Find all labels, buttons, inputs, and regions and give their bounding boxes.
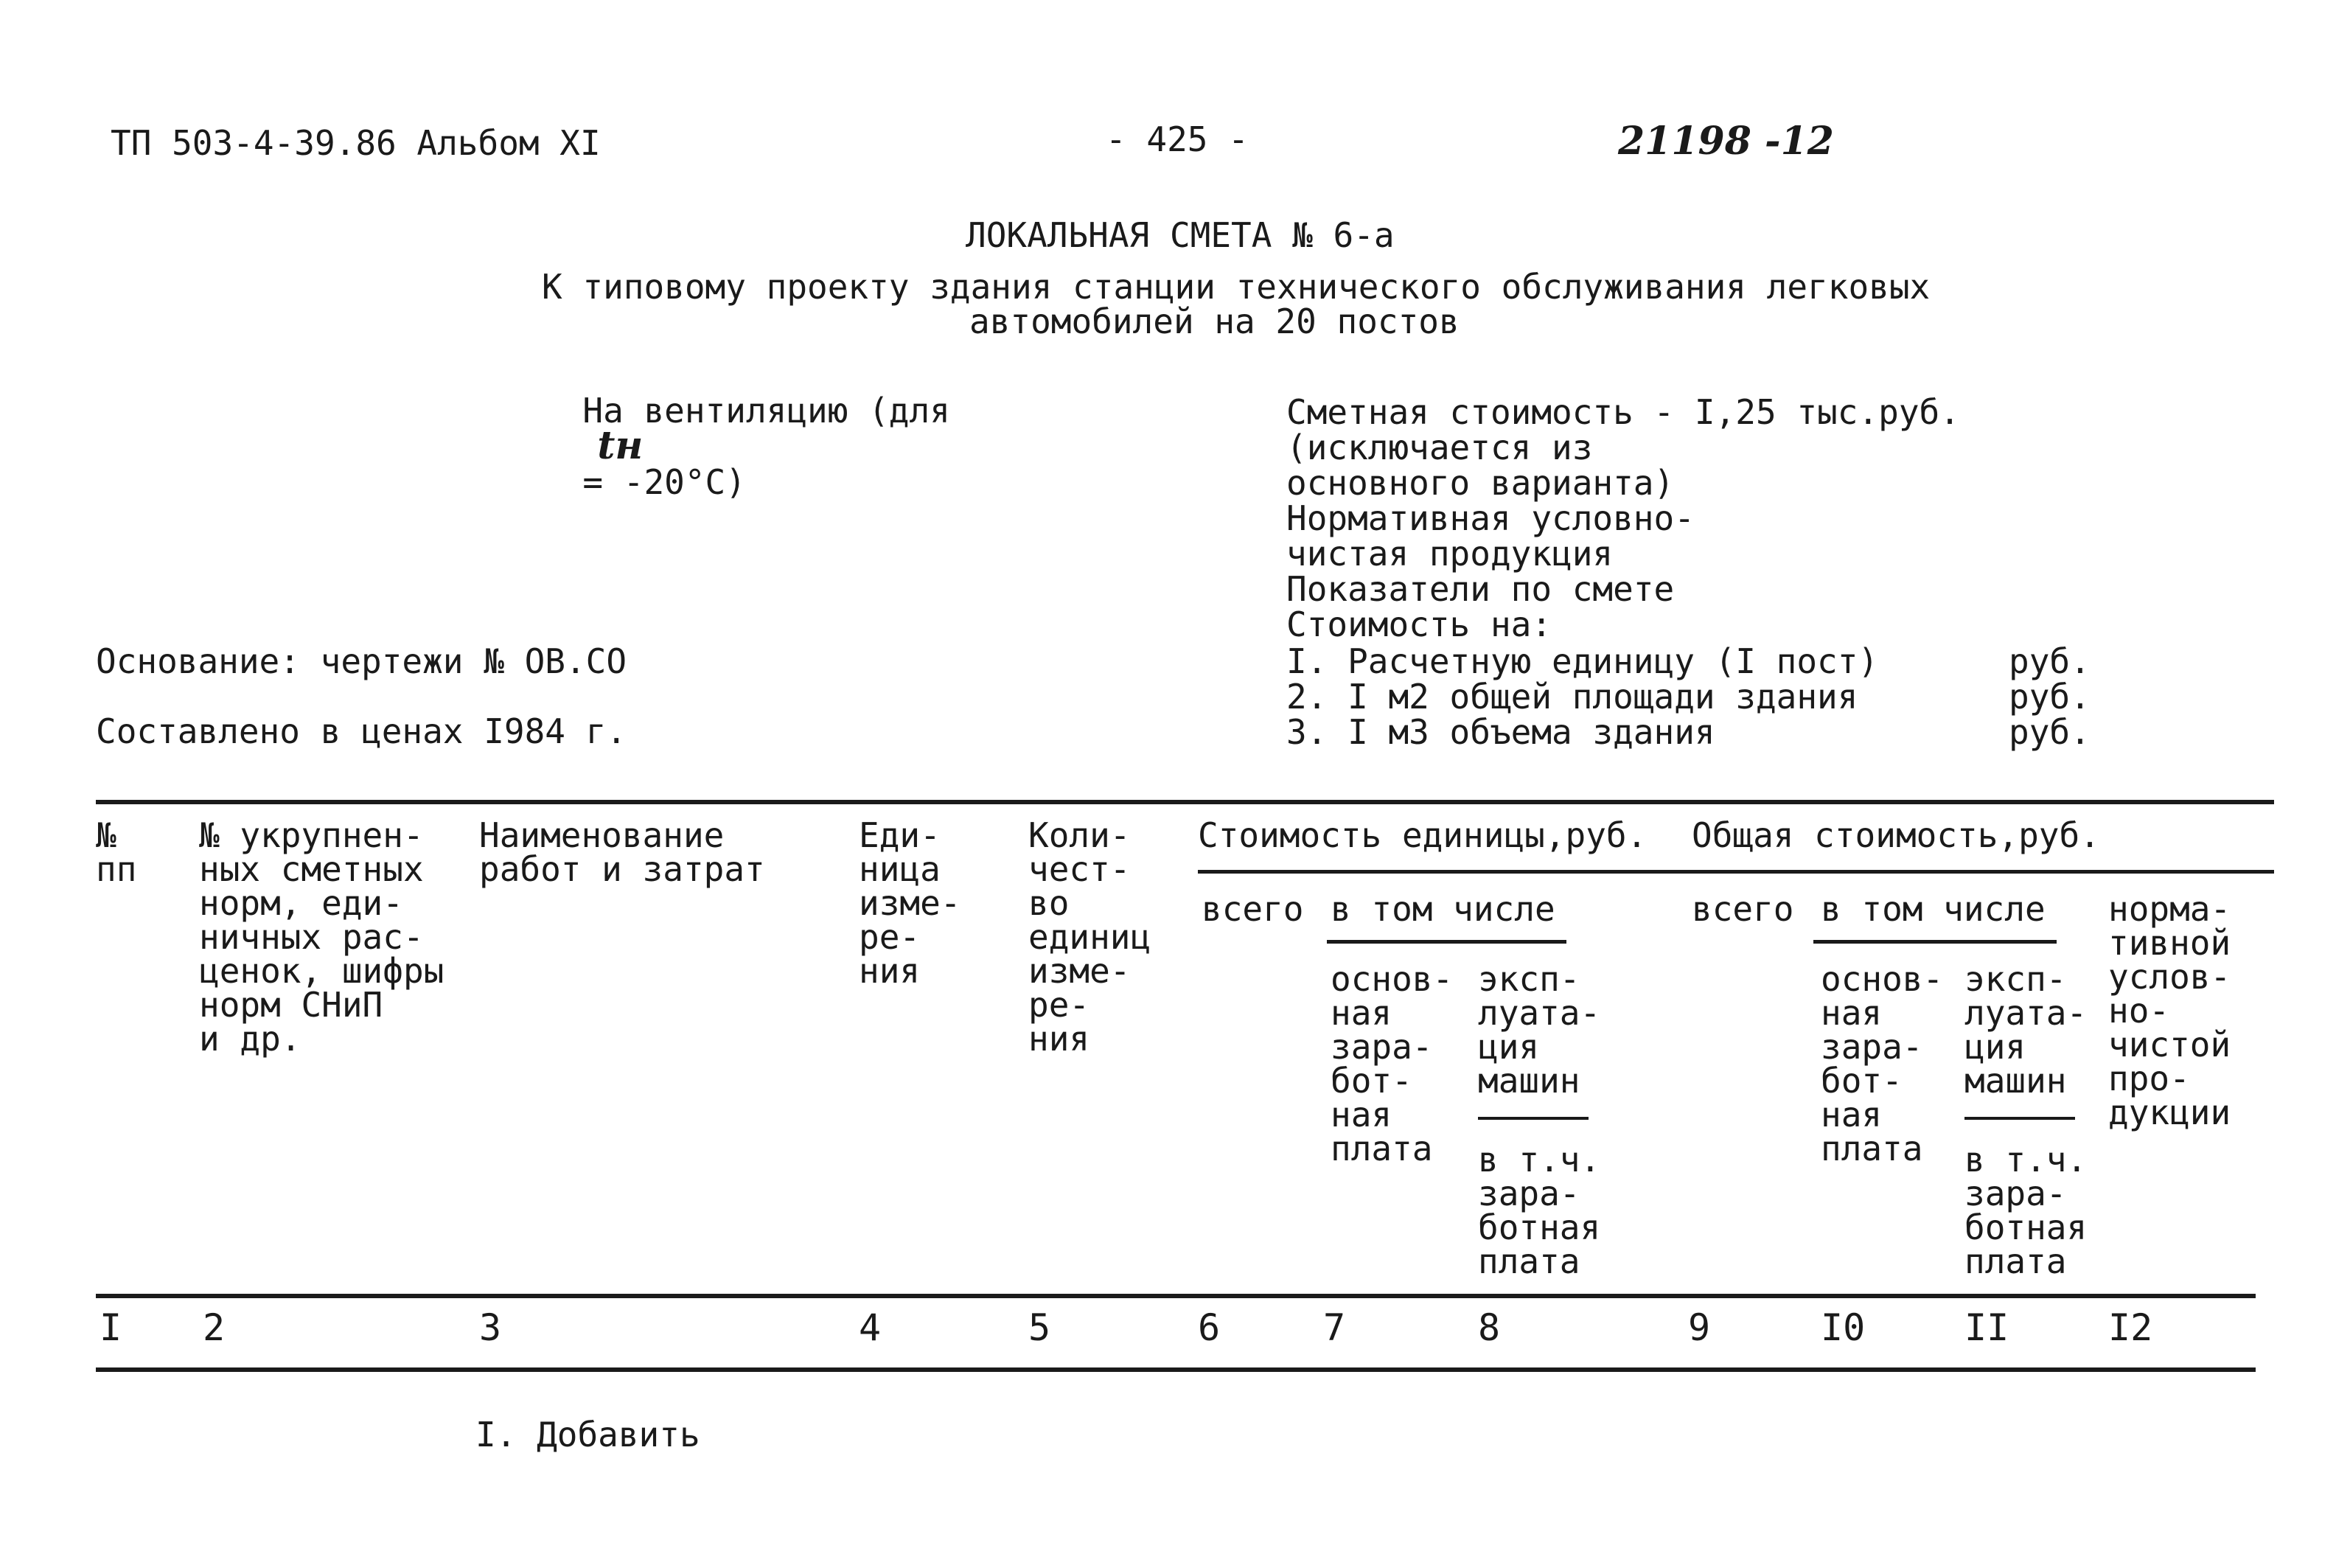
temp-value: = -20°С) — [582, 462, 746, 502]
col-header-unit: Еди- ница изме- ре- ния — [859, 815, 961, 991]
table-top-rule — [96, 800, 2274, 804]
indicator-label: 2. I м2 общей площади здания — [1286, 677, 1858, 717]
col-number: I — [100, 1306, 122, 1349]
prices-line: Составлено в ценах I984 г. — [96, 711, 627, 751]
col-header-quantity: Коли- чест- во единиц изме- ре- ния — [1028, 815, 1151, 1059]
temp-symbol: tн — [597, 423, 644, 468]
unit-total-all: всего — [1202, 889, 1304, 929]
col-number: I2 — [2108, 1306, 2153, 1349]
col-number: II — [1964, 1306, 2009, 1349]
group-header-unit-cost: Стоимость единицы,руб. — [1198, 815, 1648, 855]
total-machines-salary: в т.ч. зара- ботная плата — [1964, 1140, 2088, 1281]
total-base-salary: основ- ная зара- бот- ная плата — [1821, 959, 1944, 1168]
purpose-line — [542, 358, 950, 500]
col-number: 9 — [1688, 1306, 1711, 1349]
indicator-label: I. Расчетную единицу (I пост) — [1286, 641, 1879, 681]
col-header-number: № пп — [96, 815, 137, 889]
doc-reference: ТП 503-4-39.86 Альбом XI — [111, 123, 601, 163]
col-number: 3 — [479, 1306, 502, 1349]
group-header-total-cost: Общая стоимость,руб. — [1692, 815, 2100, 855]
unit-machines-rule — [1478, 1117, 1589, 1120]
section-title: I. Добавить — [475, 1415, 700, 1454]
summary-line: чистая продукция — [1286, 534, 1614, 574]
summary-line: Нормативная условно- — [1286, 498, 1695, 538]
col-number: 7 — [1323, 1306, 1346, 1349]
summary-line: (исключается из — [1286, 428, 1593, 467]
col-header-normative: норма- тивной услов- но- чистой про- дукции — [2108, 889, 2231, 1132]
total-machines-rule — [1964, 1117, 2075, 1120]
indicator-unit: руб. — [2009, 641, 2091, 681]
col-header-norm-code: № укрупнен- ных сметных норм, еди- ничных рас- ценок, шифры норм СНиП и др. — [199, 815, 444, 1059]
col-number: 5 — [1028, 1306, 1051, 1349]
indicator-unit: руб. — [2009, 712, 2091, 752]
purpose-text: На вентиляцию (для — [582, 391, 950, 431]
unit-machines-salary: в т.ч. зара- ботная плата — [1478, 1140, 1601, 1281]
col-number: I0 — [1821, 1306, 1866, 1349]
col-number: 6 — [1198, 1306, 1221, 1349]
group-rule — [1198, 870, 2274, 874]
subtitle-line1: К типовому проекту здания станции технического обслуживания легковых — [542, 267, 1931, 307]
unit-incl: в том числе — [1331, 889, 1555, 929]
total-incl: в том числе — [1821, 889, 2046, 929]
summary-line: Стоимость на: — [1286, 604, 1552, 644]
unit-machines: эксп- луата- ция машин — [1478, 959, 1601, 1101]
col-number: 2 — [203, 1306, 226, 1349]
col-header-work-name: Наименование работ и затрат — [479, 815, 765, 889]
basis-line: Основание: чертежи № ОВ.СО — [96, 641, 627, 681]
archive-stamp: 21198 -12 — [1618, 119, 1834, 164]
estimate-title: ЛОКАЛЬНАЯ СМЕТА № 6-а — [966, 215, 1395, 255]
subtitle-line2: автомобилей на 20 постов — [969, 302, 1460, 341]
header-bottom-rule — [96, 1294, 2256, 1298]
summary-line: Сметная стоимость - I,25 тыс.руб. — [1286, 392, 1960, 432]
unit-base-salary: основ- ная зара- бот- ная плата — [1331, 959, 1454, 1168]
col-number: 4 — [859, 1306, 882, 1349]
unit-incl-rule — [1327, 940, 1566, 944]
summary-line: основного варианта) — [1286, 463, 1675, 503]
indicator-unit: руб. — [2009, 677, 2091, 717]
page-number: - 425 - — [1106, 119, 1249, 159]
numbers-bottom-rule — [96, 1367, 2256, 1372]
total-machines: эксп- луата- ция машин — [1964, 959, 2088, 1101]
summary-line: Показатели по смете — [1286, 569, 1675, 609]
indicator-label: 3. I м3 объема здания — [1286, 712, 1715, 752]
total-incl-rule — [1813, 940, 2057, 944]
total-total-all: всего — [1692, 889, 1794, 929]
col-number: 8 — [1478, 1306, 1501, 1349]
